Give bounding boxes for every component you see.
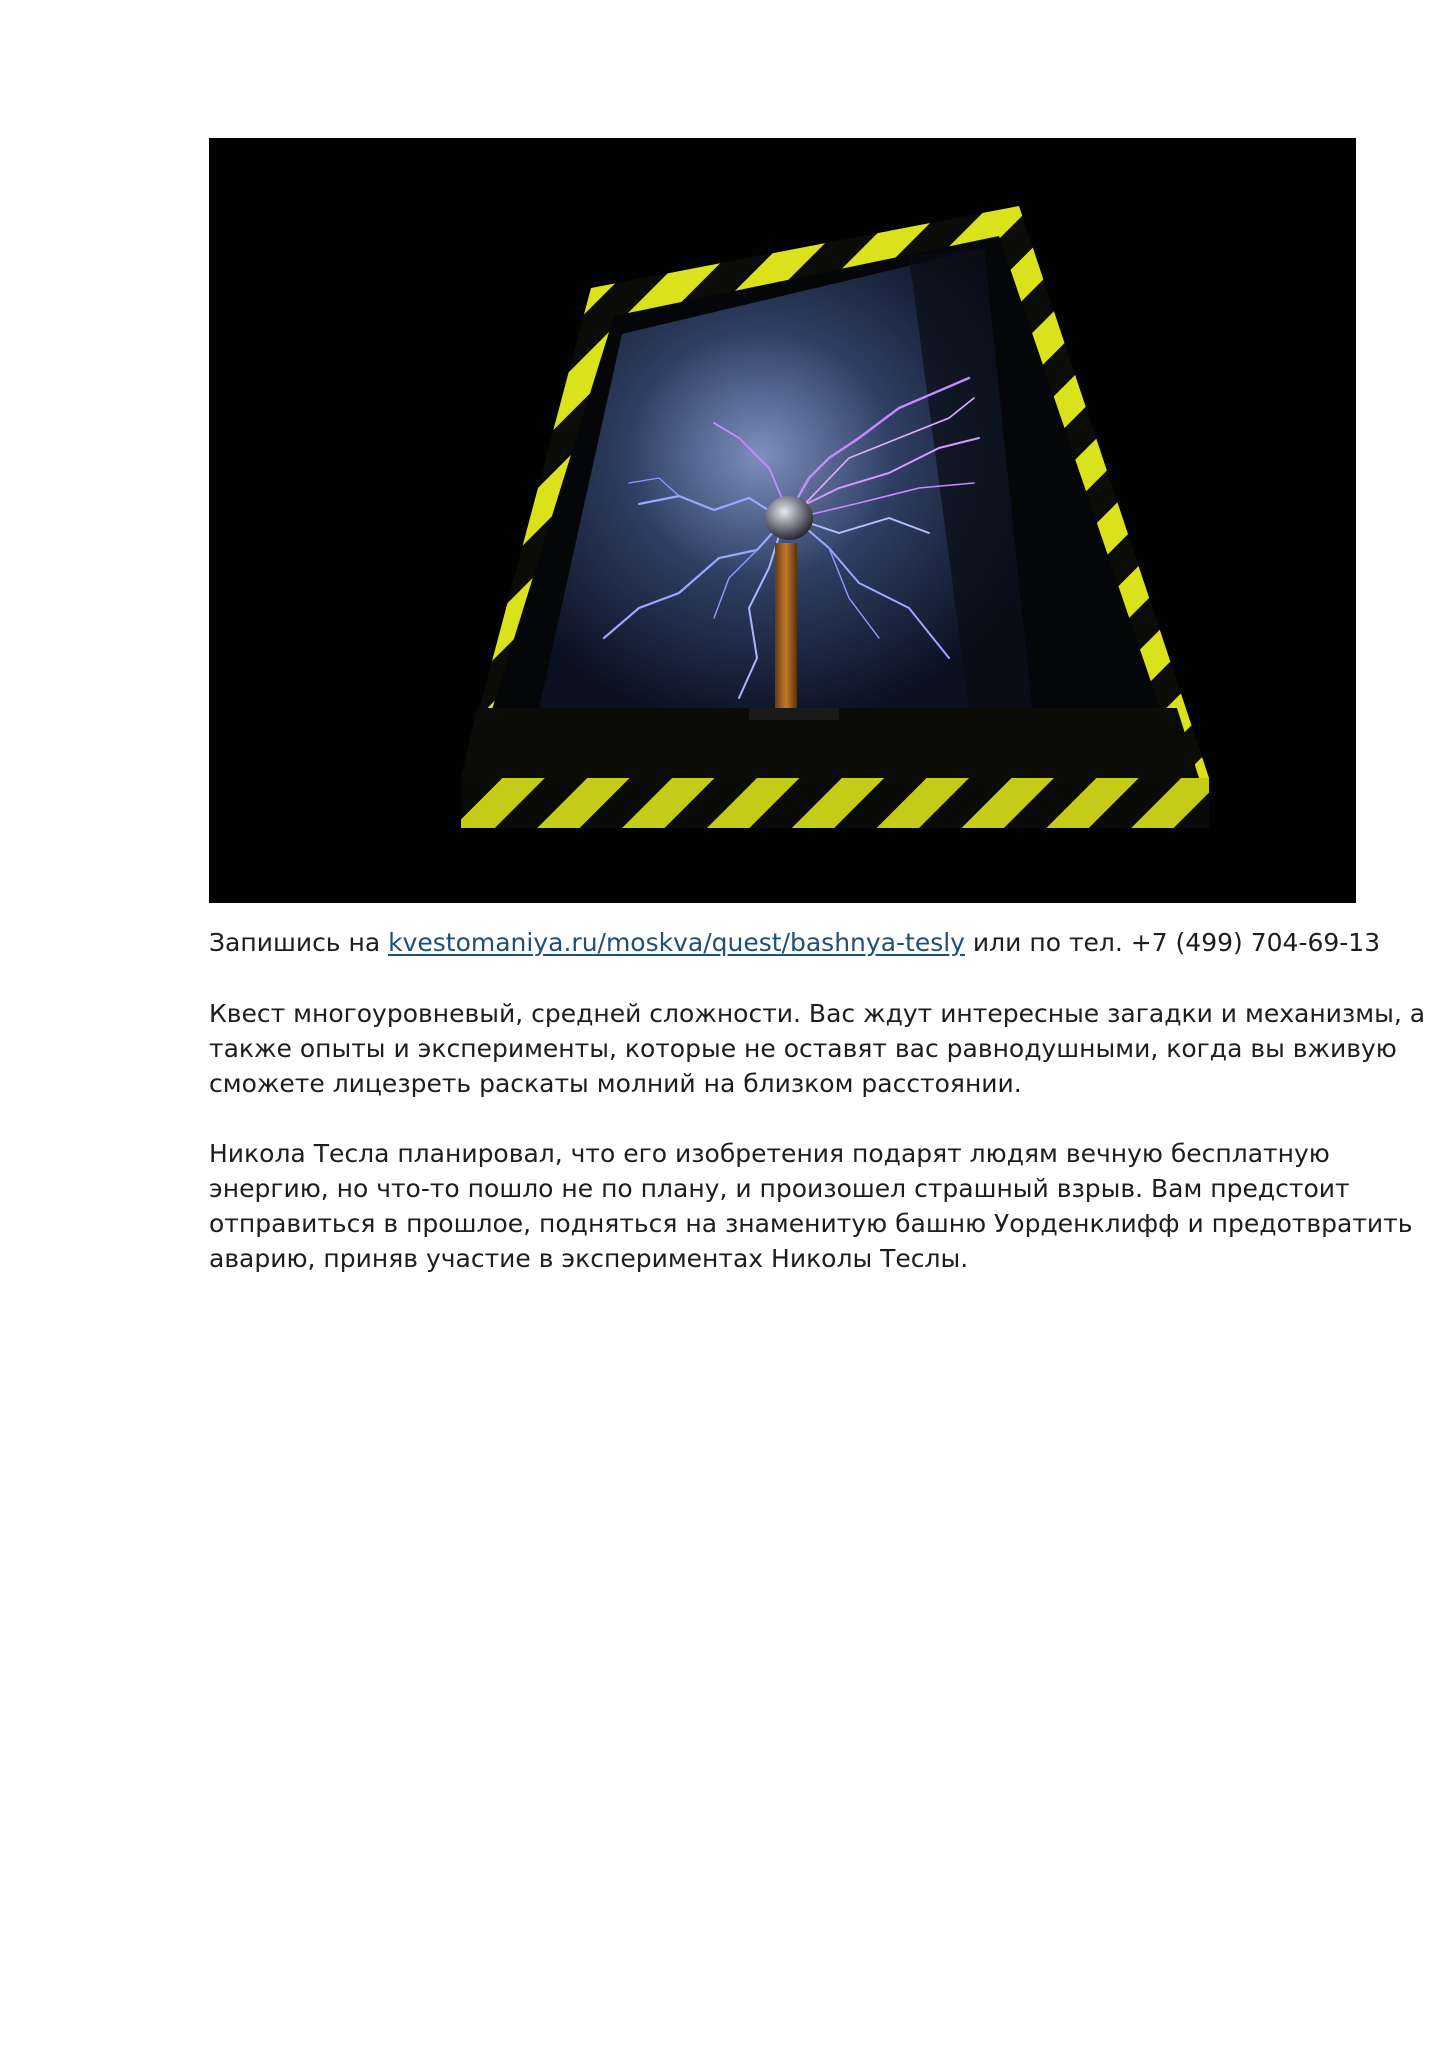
- paragraph-line: также опыты и эксперименты, которые не оставят вас равнодушными, когда вы вживую: [209, 1034, 1397, 1063]
- signup-phone: или по тел. +7 (499) 704-69-13: [964, 928, 1381, 957]
- paragraph-line: аварию, приняв участие в экспериментах Николы Теслы.: [209, 1244, 969, 1273]
- story-paragraph: [209, 1136, 1413, 1276]
- paragraph-line: сможете лицезреть раскаты молний на близком расстоянии.: [209, 1069, 1022, 1098]
- paragraph-line: энергию, но что-то пошло не по плану, и произошел страшный взрыв. Вам предстоит: [209, 1174, 1350, 1203]
- coil-toroid: [765, 496, 813, 540]
- description-paragraph: [209, 996, 1426, 1101]
- tesla-coil: [775, 543, 797, 713]
- paragraph-line: Никола Тесла планировал, что его изобретения подарят людям вечную бесплатную: [209, 1139, 1330, 1168]
- tesla-coil-photo: [209, 138, 1356, 903]
- quest-link[interactable]: kvestomaniya.ru/moskva/quest/bashnya-tesly: [388, 928, 965, 957]
- signup-prefix: Запишись на: [209, 928, 389, 957]
- tesla-coil-illustration: [209, 138, 1356, 903]
- signup-line: [209, 925, 1381, 960]
- paragraph-line: Квест многоуровневый, средней сложности. Вас ждут интересные загадки и механизмы, а: [209, 999, 1426, 1028]
- paragraph-line: отправиться в прошлое, подняться на знаменитую башню Уорденклифф и предотвратить: [209, 1209, 1413, 1238]
